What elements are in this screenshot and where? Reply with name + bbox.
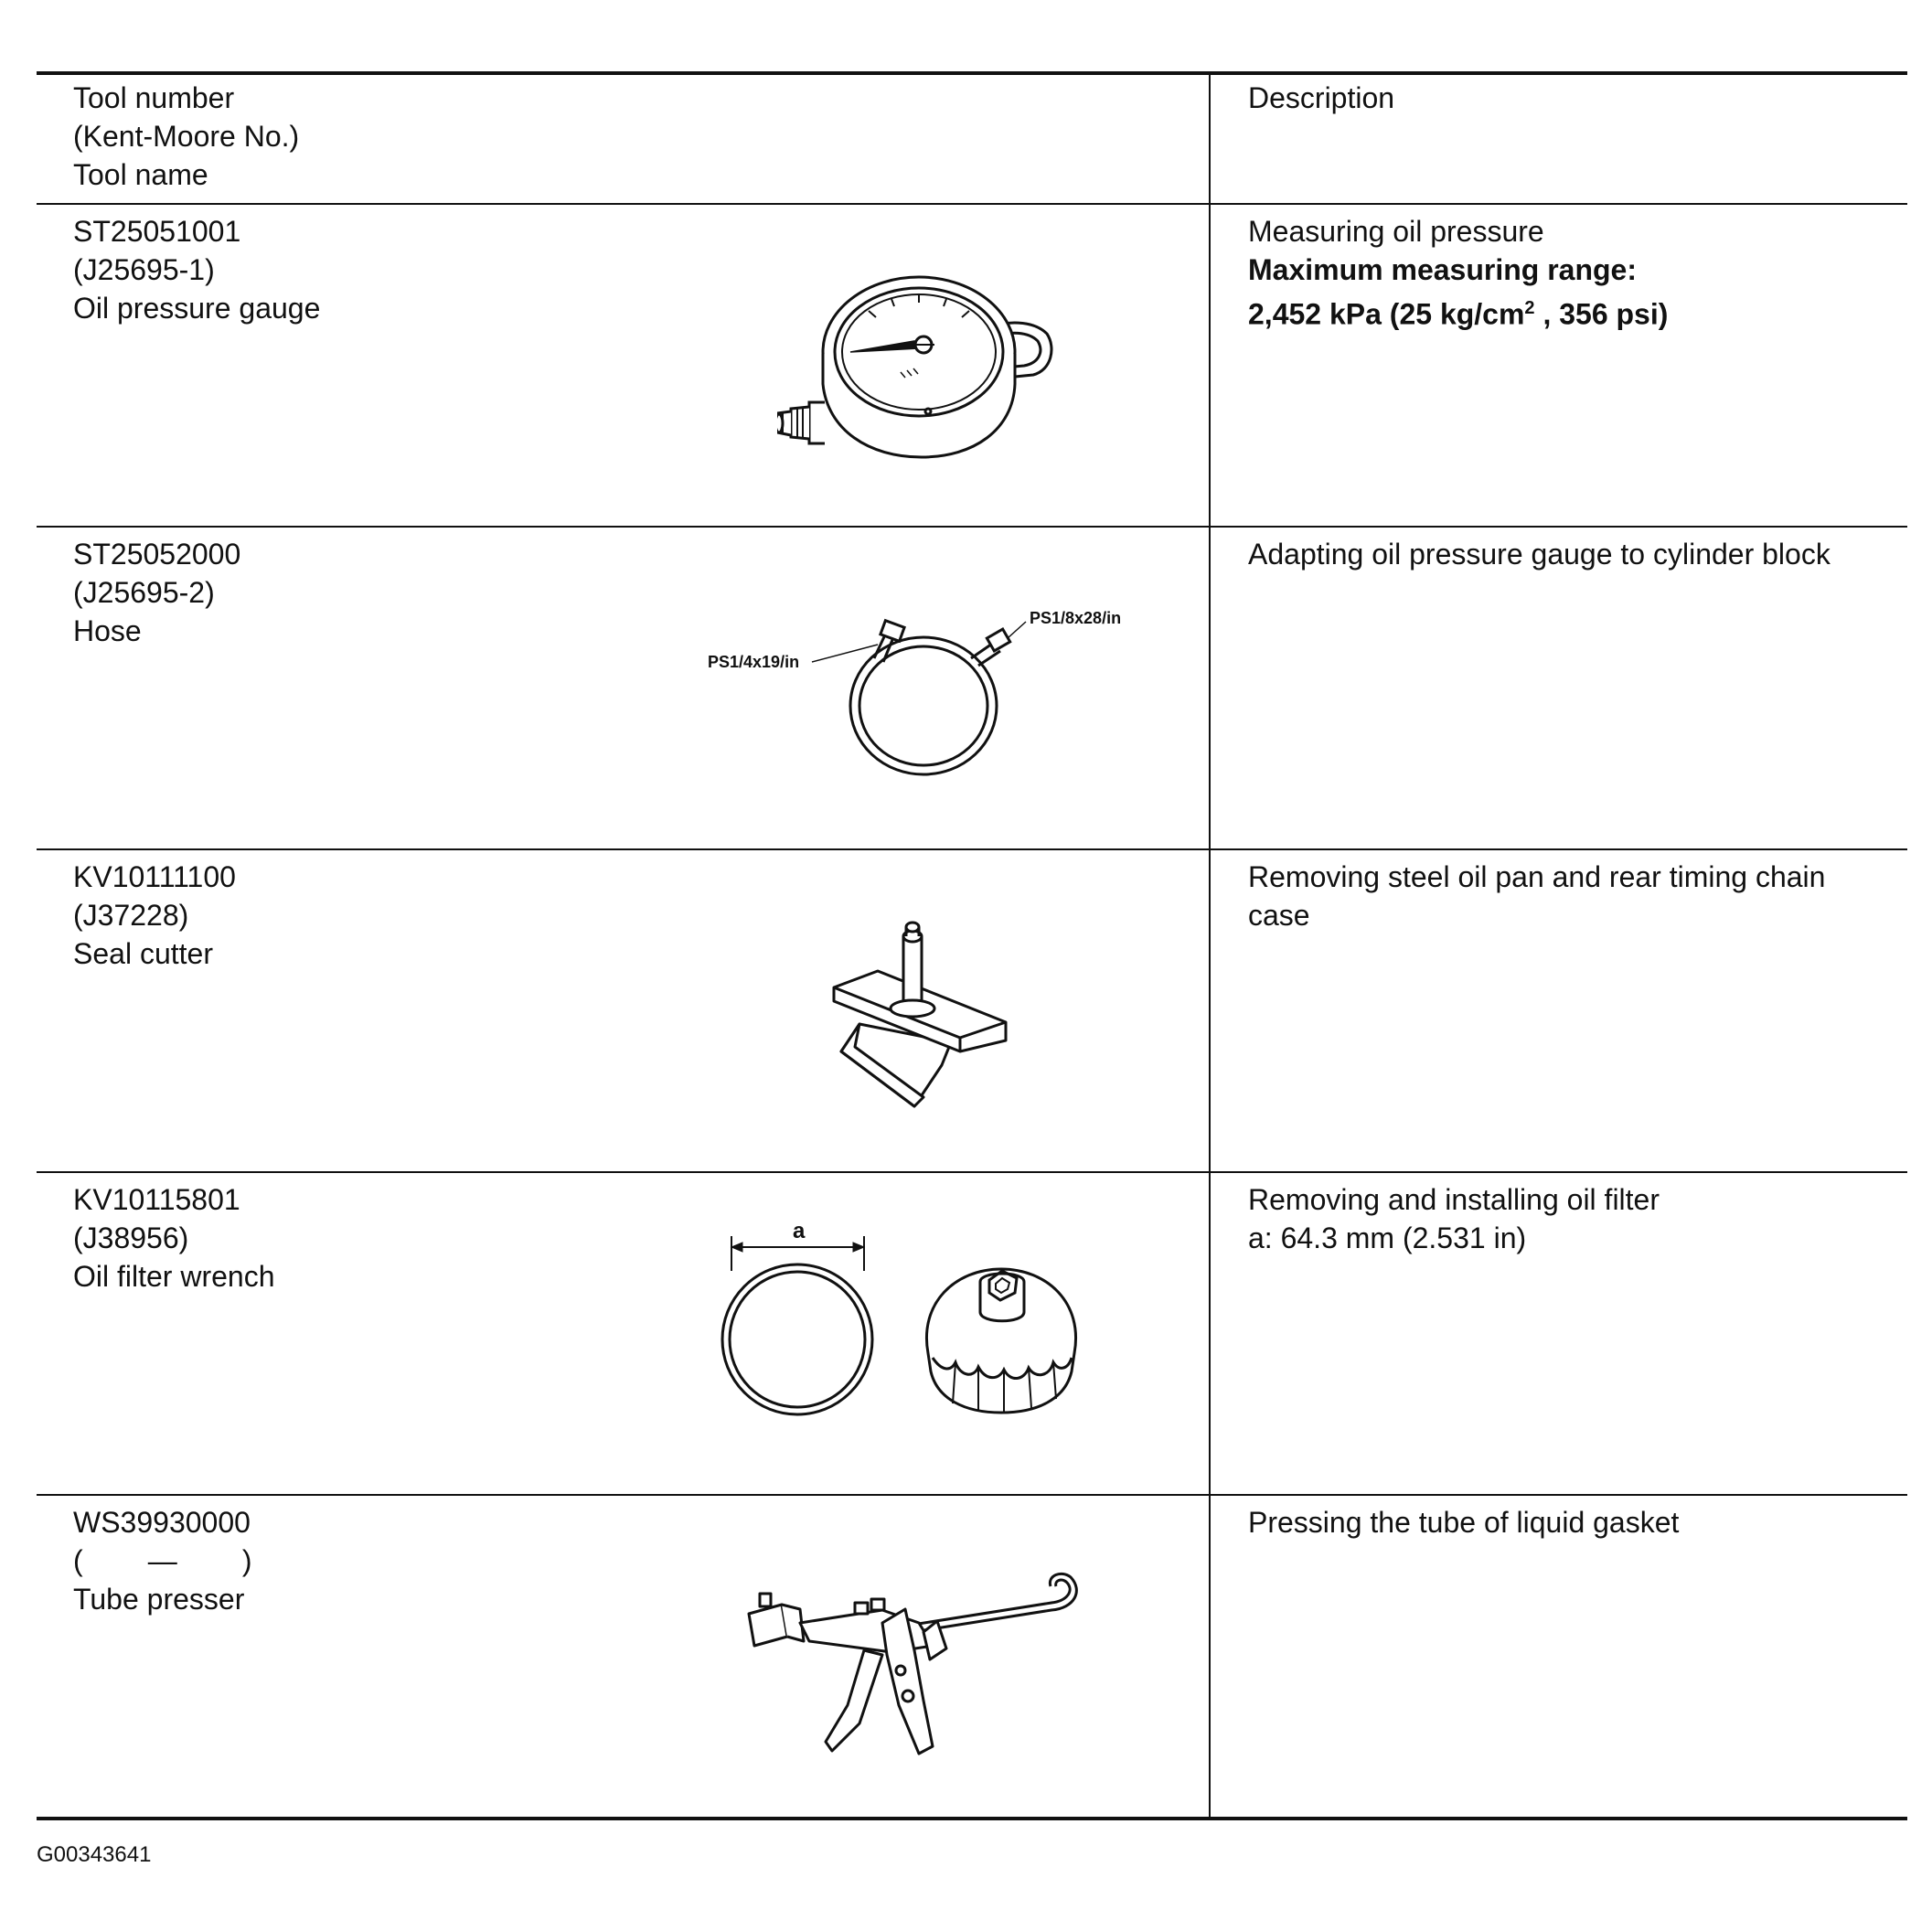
header-tool-name: Tool name <box>73 158 208 191</box>
tool-name: Oil pressure gauge <box>73 292 321 325</box>
kent-moore-number: (J25695-1) <box>73 253 215 286</box>
tool-name: Oil filter wrench <box>73 1260 275 1293</box>
thread-label-left: PS1/4x19/in <box>708 653 800 671</box>
kent-moore-number: (J38956) <box>73 1222 189 1254</box>
tool-id-cell <box>73 858 236 973</box>
description-line: Adapting oil pressure gauge to cylinder block <box>1248 538 1831 571</box>
tool-number: ST25051001 <box>73 215 241 248</box>
tool-id-cell <box>73 212 320 327</box>
description-line: Removing and installing oil filter <box>1248 1183 1660 1216</box>
tool-name: Seal cutter <box>73 937 213 970</box>
spec-superscript: 2 <box>1524 298 1535 318</box>
tool-number: KV10115801 <box>73 1183 240 1216</box>
description-cell <box>1248 1180 1906 1257</box>
table-bottom-border <box>37 1817 1907 1820</box>
description-bold-line: Maximum measuring range: <box>1248 253 1637 286</box>
description-cell <box>1248 212 1906 334</box>
header-tool-number: Tool number <box>73 81 235 114</box>
thread-label-right: PS1/8x28/in <box>1030 609 1122 627</box>
row-divider-2 <box>37 848 1907 850</box>
hose-icon <box>704 603 1143 786</box>
description-line: Pressing the tube of liquid gasket <box>1248 1506 1680 1539</box>
tool-number: KV10111100 <box>73 860 236 893</box>
dimension-label: a <box>793 1219 806 1243</box>
tool-name: Hose <box>73 614 142 647</box>
hose-illustration <box>704 603 1143 786</box>
row-divider-3 <box>37 1171 1907 1173</box>
tube-presser-illustration <box>745 1568 1093 1769</box>
spec-text-end: , 356 psi) <box>1534 297 1669 331</box>
oil-pressure-gauge-icon <box>777 270 1070 480</box>
tube-presser-icon <box>745 1568 1093 1769</box>
table-top-border <box>37 71 1907 75</box>
oil-pressure-gauge-illustration <box>777 270 1070 480</box>
kent-moore-number: (J25695-2) <box>73 576 215 609</box>
header-divider <box>37 203 1907 205</box>
description-cell <box>1248 535 1906 573</box>
description-line: a: 64.3 mm (2.531 in) <box>1248 1222 1527 1254</box>
description-cell <box>1248 858 1906 934</box>
row-divider-1 <box>37 526 1907 528</box>
seal-cutter-icon <box>823 914 1024 1115</box>
kent-moore-number: (J37228) <box>73 899 189 932</box>
row-divider-4 <box>37 1494 1907 1496</box>
tool-id-cell <box>73 535 240 650</box>
tool-id-cell <box>73 1180 275 1296</box>
tool-number: WS39930000 <box>73 1506 251 1539</box>
header-kent-moore: (Kent-Moore No.) <box>73 120 300 153</box>
spec-text: 2,452 kPa (25 kg/cm <box>1248 297 1525 331</box>
header-description <box>1248 79 1906 117</box>
description-line: Measuring oil pressure <box>1248 215 1544 248</box>
tool-name: Tube presser <box>73 1583 245 1616</box>
seal-cutter-illustration <box>823 914 1024 1115</box>
tool-id-cell <box>73 1503 252 1618</box>
header-tool-column <box>73 79 299 194</box>
tool-number: ST25052000 <box>73 538 241 571</box>
oil-filter-wrench-icon <box>713 1216 1097 1426</box>
oil-filter-wrench-illustration <box>713 1216 1097 1426</box>
column-divider <box>1209 73 1211 1819</box>
description-line: case <box>1248 899 1310 932</box>
figure-id: G00343641 <box>37 1842 152 1867</box>
description-cell <box>1248 1503 1906 1542</box>
kent-moore-number: ( — ) <box>73 1544 252 1577</box>
description-line: Removing steel oil pan and rear timing chain <box>1248 860 1826 893</box>
measuring-range-spec <box>1248 289 1906 334</box>
header-description-label: Description <box>1248 81 1395 114</box>
